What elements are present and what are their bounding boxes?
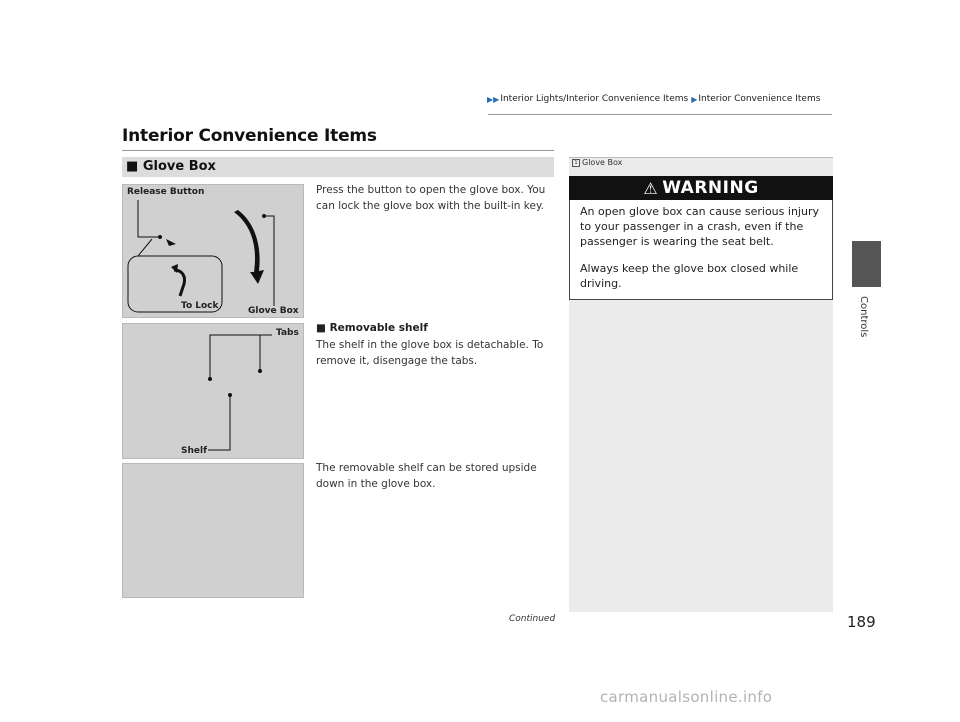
- breadcrumb-arrow-icon: ▶▶: [487, 94, 500, 104]
- continued-label: Continued: [509, 614, 556, 624]
- glove-box-figure-callouts: [122, 184, 304, 318]
- subsection-marker: ■: [316, 322, 326, 334]
- tab-dot: [208, 377, 212, 381]
- release-button-leader: [138, 200, 160, 237]
- sidebar-note-title: [572, 158, 622, 167]
- to-lock-label: To Lock: [181, 301, 219, 311]
- warning-label: WARNING: [662, 178, 759, 198]
- page-number: 189: [847, 613, 876, 631]
- section-title: Glove Box: [142, 159, 216, 174]
- shelf-label: Shelf: [181, 446, 207, 456]
- tab-dot: [258, 369, 262, 373]
- note-title: Glove Box: [582, 158, 623, 167]
- removable-shelf-figure-callouts: [122, 323, 304, 459]
- warning-triangle-icon: ⚠: [643, 178, 659, 198]
- shelf-stored-figure: [122, 463, 304, 598]
- header-rule: [488, 114, 832, 115]
- opening-arrow-icon: [234, 210, 264, 284]
- page-title: Interior Convenience Items: [122, 126, 377, 146]
- release-button-label: Release Button: [127, 187, 205, 197]
- release-button-dot: [158, 235, 162, 239]
- shelf-storage-paragraph: The removable shelf can be stored upside down in the glove box.: [316, 462, 537, 490]
- subsection-heading: [316, 322, 428, 334]
- glove-box-dot: [262, 214, 266, 218]
- inset-leader: [138, 239, 152, 256]
- shelf-leader: [208, 395, 230, 450]
- tabs-leader: [210, 335, 272, 379]
- chapter-tab[interactable]: [852, 241, 881, 287]
- subsection-title: Removable shelf: [329, 322, 428, 334]
- watermark: carmanualsonline.info: [600, 688, 773, 706]
- section-marker: ■: [126, 159, 139, 174]
- glove-box-leader: [264, 216, 274, 306]
- title-rule: [122, 150, 554, 151]
- breadcrumb: [487, 94, 823, 104]
- breadcrumb-arrow-icon: ▶: [691, 94, 698, 104]
- glove-box-label: Glove Box: [248, 306, 299, 316]
- tabs-label: Tabs: [276, 328, 299, 338]
- shelf-dot: [228, 393, 232, 397]
- removable-shelf-paragraph: The shelf in the glove box is detachable. To remove it, disengage the tabs.: [316, 339, 544, 367]
- note-marker: 1: [572, 159, 580, 167]
- breadcrumb-item[interactable]: Interior Convenience Items: [698, 94, 821, 104]
- breadcrumb-item[interactable]: Interior Lights/Interior Convenience Items: [500, 94, 689, 104]
- warning-text-1: An open glove box can cause serious injury to your passenger in a crash, even if the passenger is wearing the seat belt.: [580, 205, 819, 248]
- glove-box-paragraph: Press the button to open the glove box. You can lock the glove box with the built-in key.: [316, 184, 546, 212]
- release-button-arrow-icon: [166, 239, 176, 246]
- warning-header: [569, 176, 833, 200]
- chapter-tab-label: Controls: [858, 296, 869, 338]
- section-heading: [126, 159, 216, 174]
- warning-text-2: Always keep the glove box closed while driving.: [580, 262, 799, 290]
